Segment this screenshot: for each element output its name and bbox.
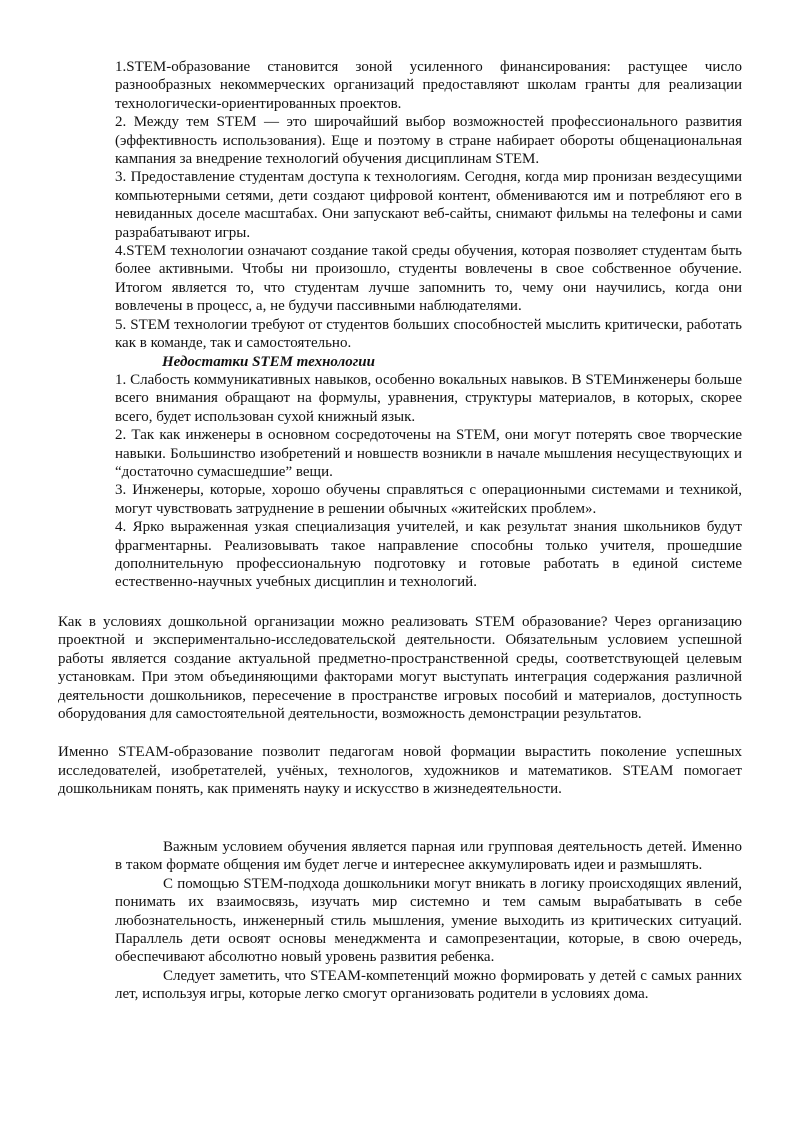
- disadvantage-item-2: 2. Так как инженеры в основном сосредоточены на STEM, они могут потерять свое творческие навыки. Большинство изобретений и новшеств возникли в начале мышления несуществующих и “достаточно сумасшедшие” вещи.: [115, 427, 742, 480]
- advantage-item-5: 5. STEM технологии требуют от студентов больших способностей мыслить критически, работать как в команде, так и самостоятельно.: [115, 316, 742, 352]
- disadvantage-item-3: 3. Инженеры, которые, хорошо обучены справляться с операционными системами и техникой, могут чувствовать затруднение в решении обычных «житейских проблем».: [115, 482, 742, 517]
- disadvantages-heading: Недостатки STEM технологии: [162, 353, 375, 370]
- stem-pros-cons-section: [115, 58, 742, 592]
- closing-section: [115, 838, 742, 1004]
- closing-paragraph-1: Важным условием обучения является парная или групповая деятельность детей. Именно в таком формате общения им будет легче и интереснее аккумулировать идеи и размышлять.: [115, 839, 742, 874]
- disadvantage-item-1: 1. Слабость коммуникативных навыков, особенно вокальных навыков. В STEMинженеры больше всего внимания обращают на формулы, уравнения, структуры материалов, в которых, скорее всего, будет использован сухой книжный язык.: [115, 371, 742, 425]
- advantage-item-3: 3. Предоставление студентам доступа к технологиям. Сегодня, когда мир пронизан вездесущими компьютерными сетями, дети создают цифровой контент, обмениваются им и потребляют его в невиданных доселе масштабах. Они запускают веб-сайты, снимают фильмы на телефоны и сами разрабатывают игры.: [115, 169, 742, 241]
- advantage-item-1: 1.STEM-образование становится зоной усиленного финансирования: растущее число разнообразных некоммерческих организаций предоставляют школам гранты для реализации технологически-ориентированных проектов.: [115, 59, 742, 112]
- advantage-item-2: 2. Между тем STEM — это широчайший выбор возможностей профессионального развития (эффективность использования). Еще и поэтому в стране набирает обороты общенациональная кампания за внедрение технологий обучения дисциплинам STEM.: [115, 114, 742, 168]
- preschool-section: [58, 613, 742, 819]
- disadvantage-item-4: 4. Ярко выраженная узкая специализация учителей, и как результат знания школьников будут фрагментарны. Реализовывать такое направление способны только учителя, прошедшие дополнительную профессиональную подготовку и готовые работать в единой системе естественно-научных учебных дисциплин и технологий.: [115, 519, 742, 591]
- preschool-paragraph-2: Именно STEAM-образование позволит педагогам новой формации вырастить поколение успешных исследователей, изобретателей, учёных, технологов, художников и математиков. STEAM помогает дошкольникам понять, как применять науку и искусство в жизнедеятельности.: [58, 744, 742, 798]
- preschool-paragraph-1: Как в условиях дошкольной организации можно реализовать STEM образование? Через организацию проектной и экспериментально-исследовательской деятельности. Обязательным условием успешной работы является создание актуальной предметно-пространственной среды, соответствующей целевым установкам. При этом объединяющими факторами могут выступать интеграция содержания различной деятельности дошкольников, пересечение в пространстве игровых пособий и материалов, доступность оборудования для самостоятельной деятельности, возможность демонстрации результатов.: [58, 614, 742, 723]
- closing-paragraph-2: С помощью STEM-подхода дошкольники могут вникать в логику происходящих явлений, понимать их взаимосвязь, изучать мир системно и тем самым вырабатывать в себе любознательность, инженерный стиль мышления, умение выходить из критических ситуаций. Параллель дети освоят основы менеджмента и самопрезентации, которые, в свою очередь, обеспечивают абсолютно новый уровень развития ребенка.: [115, 875, 742, 966]
- closing-paragraph-3: Следует заметить, что STEAM-компетенций можно формировать у детей с самых ранних лет, используя игры, которые легко смогут организовать родители в условиях дома.: [115, 967, 742, 1003]
- advantage-item-4: 4.STEM технологии означают создание такой среды обучения, которая позволяет студентам быть более активными. Чтобы ни произошло, студенты вовлечены в свое собственное обучение. Итогом является то, что студентам лучше запомнить то, чему они научились, когда они вовлечены в процесс, а, не будучи пассивными наблюдателями.: [115, 243, 742, 315]
